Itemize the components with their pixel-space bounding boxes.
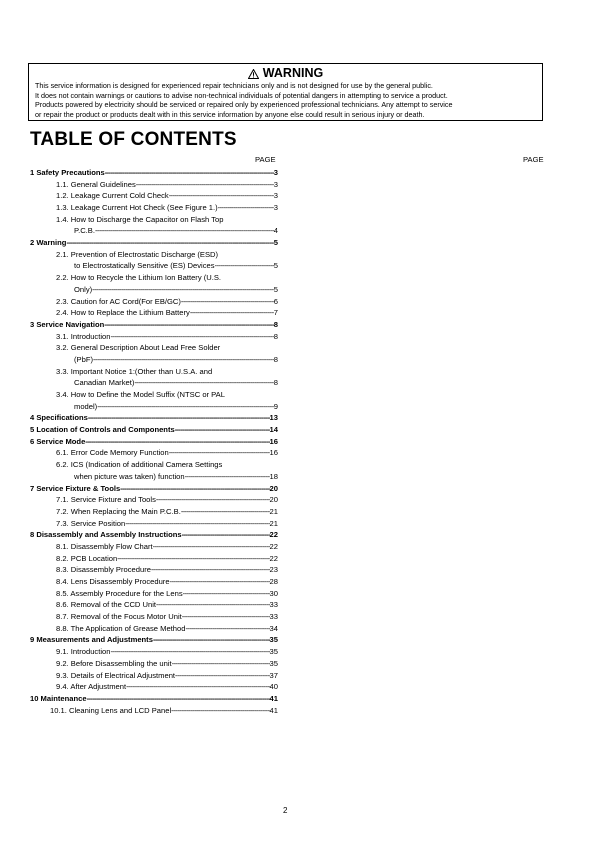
toc-entry-page: 3	[273, 191, 278, 201]
toc-leader	[105, 167, 274, 179]
toc-list	[30, 167, 278, 716]
toc-entry[interactable]	[30, 249, 278, 261]
toc-entry-title: 9.4. After Adjustment	[56, 682, 127, 692]
toc-leader	[153, 541, 270, 553]
toc-entry[interactable]	[30, 658, 278, 670]
toc-leader	[97, 401, 274, 413]
toc-entry-page: 21	[269, 518, 278, 528]
toc-entry[interactable]	[30, 681, 278, 693]
toc-entry-page: 22	[269, 530, 278, 540]
toc-leader	[185, 471, 270, 483]
toc-entry-title: 9.1. Introduction	[56, 647, 111, 657]
toc-leader	[185, 623, 269, 635]
toc-entry[interactable]	[30, 576, 278, 588]
toc-entry[interactable]	[30, 693, 278, 705]
toc-entry-title: 8.1. Disassembly Flow Chart	[56, 541, 153, 551]
toc-entry-page: 5	[273, 284, 278, 294]
toc-leader	[170, 576, 270, 588]
toc-entry[interactable]	[30, 518, 278, 530]
toc-entry-title: model)	[74, 401, 98, 411]
toc-entry-title: 8.2. PCB Location	[56, 553, 118, 563]
toc-entry-title: Canadian Market)	[74, 378, 135, 388]
toc-leader	[151, 564, 270, 576]
toc-entry[interactable]	[30, 366, 278, 378]
warning-heading	[35, 66, 536, 81]
toc-entry-title: 2.2. How to Recycle the Lithium Ion Battery (U.S.	[56, 273, 222, 283]
toc-leader	[218, 202, 274, 214]
warning-title: WARNING	[262, 66, 324, 80]
toc-entry-title: 7.2. When Replacing the Main P.C.B.	[56, 506, 181, 516]
toc-entry-title: 8 Disassembly and Assembly Instructions	[30, 530, 182, 540]
toc-entry[interactable]	[30, 225, 278, 237]
toc-leader	[110, 331, 273, 343]
toc-leader	[95, 225, 274, 237]
toc-entry[interactable]	[30, 705, 278, 717]
toc-entry-page: 34	[269, 623, 278, 633]
toc-entry-page: 8	[273, 378, 278, 388]
toc-entry[interactable]	[30, 319, 278, 331]
toc-entry[interactable]	[30, 412, 278, 424]
toc-entry-title: 10 Maintenance	[30, 693, 87, 703]
warning-line: or repair the product or products dealt with in this service information by anyone else could result in serious injury or death.	[35, 109, 425, 119]
toc-entry-page: 23	[269, 565, 278, 575]
toc-entry-page: 20	[269, 495, 278, 505]
toc-entry-title: 8.3. Disassembly Procedure	[56, 565, 151, 575]
toc-entry-title: 1.2. Leakage Current Cold Check	[56, 191, 169, 201]
toc-entry[interactable]	[30, 354, 278, 366]
toc-entry-page: 16	[269, 448, 278, 458]
toc-entry-page: 22	[269, 553, 278, 563]
toc-leader	[215, 260, 274, 272]
toc-entry-title: 10.1. Cleaning Lens and LCD Panel	[50, 705, 172, 715]
toc-entry-title: 6.2. ICS (Indication of additional Camera Settings	[56, 460, 223, 470]
toc-leader	[182, 611, 270, 623]
toc-leader	[66, 237, 273, 249]
toc-entry-page: 41	[269, 705, 278, 715]
toc-leader	[181, 296, 274, 308]
toc-leader	[117, 553, 269, 565]
toc-entry-page: 28	[269, 577, 278, 587]
toc-entry[interactable]	[30, 167, 278, 179]
toc-entry-title: 9.2. Before Disassembling the unit	[56, 658, 172, 668]
toc-entry-page: 4	[273, 226, 278, 236]
toc-entry[interactable]	[30, 448, 278, 460]
toc-entry-title: 4 Specifications	[30, 413, 88, 423]
toc-entry-page: 13	[269, 413, 278, 423]
toc-entry[interactable]	[30, 564, 278, 576]
toc-entry-page: 21	[269, 506, 278, 516]
toc-entry[interactable]	[30, 272, 278, 284]
toc-entry-page: 8	[273, 354, 278, 364]
toc-entry-page: 18	[269, 471, 278, 481]
toc-entry[interactable]	[30, 623, 278, 635]
toc-leader	[182, 529, 270, 541]
toc-entry[interactable]	[30, 331, 278, 343]
toc-leader	[175, 424, 270, 436]
toc-leader	[183, 588, 270, 600]
page-number: 2	[283, 806, 288, 815]
toc-leader	[153, 634, 270, 646]
toc-entry[interactable]	[30, 506, 278, 518]
toc-entry-title: 1 Safety Precautions	[30, 167, 105, 177]
toc-entry-title: 5 Location of Controls and Components	[30, 425, 175, 435]
toc-entry-page: 3	[273, 203, 278, 213]
toc-leader	[92, 284, 274, 296]
toc-entry[interactable]	[30, 541, 278, 553]
toc-leader	[172, 658, 270, 670]
toc-entry[interactable]	[30, 377, 278, 389]
toc-entry-page: 41	[269, 693, 278, 703]
toc-entry-title: 7.1. Service Fixture and Tools	[56, 495, 156, 505]
warning-box	[28, 63, 543, 121]
toc-entry[interactable]	[30, 483, 278, 495]
toc-entry-page: 9	[273, 401, 278, 411]
toc-entry[interactable]	[30, 494, 278, 506]
toc-entry[interactable]	[30, 424, 278, 436]
warning-line: This service information is designed for experienced repair technicians only and is not designed for use by the general public.	[35, 81, 433, 90]
toc-entry-title: to Electrostatically Sensitive (ES) Devices	[74, 261, 215, 271]
toc-leader	[134, 377, 273, 389]
toc-entry-page: 3	[273, 167, 278, 177]
toc-leader	[93, 354, 274, 366]
toc-entry-page: 33	[269, 600, 278, 610]
toc-leader	[169, 190, 274, 202]
toc-entry[interactable]	[30, 553, 278, 565]
toc-entry[interactable]	[30, 471, 278, 483]
toc-entry-title: 1.1. General Guidelines	[56, 179, 136, 189]
toc-entry[interactable]	[30, 611, 278, 623]
toc-entry[interactable]	[30, 202, 278, 214]
toc-entry[interactable]	[30, 670, 278, 682]
toc-entry-page: 5	[273, 238, 278, 248]
toc-entry-page: 22	[269, 541, 278, 551]
toc-entry[interactable]	[30, 599, 278, 611]
toc-entry-page: 35	[269, 635, 278, 645]
toc-entry[interactable]	[30, 635, 278, 647]
toc-leader	[181, 506, 270, 518]
toc-entry-title: 1.4. How to Discharge the Capacitor on Flash Top	[56, 214, 224, 224]
toc-entry-title: 2.1. Prevention of Electrostatic Discharge (ESD)	[56, 249, 219, 259]
warning-text	[35, 81, 536, 119]
toc-entry-title: 8.5. Assembly Procedure for the Lens	[56, 588, 183, 598]
toc-entry[interactable]	[30, 237, 278, 249]
toc-entry-title: P.C.B.	[74, 226, 95, 236]
toc-leader	[156, 599, 270, 611]
toc-entry-page: 37	[269, 670, 278, 680]
toc-entry[interactable]	[30, 179, 278, 191]
toc-entry-title: 7.3. Service Position	[56, 518, 126, 528]
toc-title: TABLE OF CONTENTS	[30, 129, 237, 150]
toc-leader	[156, 494, 270, 506]
toc-entry-page: 6	[273, 296, 278, 306]
toc-entry-page: 16	[269, 436, 278, 446]
toc-entry-page: 14	[269, 425, 278, 435]
toc-entry-page: 35	[269, 647, 278, 657]
toc-entry[interactable]	[30, 588, 278, 600]
toc-entry-title: 9.3. Details of Electrical Adjustment	[56, 670, 176, 680]
toc-entry-title: 1.3. Leakage Current Hot Check (See Figure 1.)	[56, 203, 218, 213]
toc-entry[interactable]	[30, 284, 278, 296]
toc-leader	[85, 436, 269, 448]
toc-entry[interactable]	[30, 529, 278, 541]
page-column-header-right: PAGE	[523, 155, 544, 164]
toc-leader	[136, 179, 274, 191]
toc-entry[interactable]	[30, 296, 278, 308]
toc-leader	[125, 518, 269, 530]
toc-entry-title: 3.3. Important Notice 1:(Other than U.S.A. and	[56, 366, 213, 376]
toc-entry-title: Only)	[74, 284, 93, 294]
toc-entry-title: when picture was taken) function	[74, 471, 185, 481]
toc-entry[interactable]	[30, 307, 278, 319]
toc-entry-title: (PbF)	[74, 354, 93, 364]
toc-entry-title: 3.2. General Description About Lead Free Solder	[56, 343, 221, 353]
toc-entry-title: 3 Service Navigation	[30, 319, 105, 329]
toc-entry-page: 30	[269, 588, 278, 598]
toc-entry-title: 9 Measurements and Adjustments	[30, 635, 153, 645]
toc-entry-title: 6.1. Error Code Memory Function	[56, 448, 169, 458]
toc-leader	[126, 681, 269, 693]
toc-entry-page: 5	[273, 261, 278, 271]
toc-entry[interactable]	[30, 389, 278, 401]
toc-entry-page: 20	[269, 483, 278, 493]
toc-entry-title: 6 Service Mode	[30, 436, 86, 446]
warning-line: Products powered by electricity should be serviced or repaired only by experienced professional technicians. Any attempt to service	[35, 100, 453, 110]
toc-entry-title: 8.4. Lens Disassembly Procedure	[56, 577, 170, 587]
toc-entry[interactable]	[30, 261, 278, 273]
toc-entry[interactable]	[30, 401, 278, 413]
toc-entry[interactable]	[30, 342, 278, 354]
toc-entry[interactable]	[30, 436, 278, 448]
toc-leader	[120, 483, 269, 495]
toc-entry-title: 8.6. Removal of the CCD Unit	[56, 600, 157, 610]
toc-leader	[171, 705, 269, 717]
toc-entry-page: 40	[269, 682, 278, 692]
toc-entry-title: 8.8. The Application of Grease Method	[56, 623, 186, 633]
toc-leader	[175, 670, 270, 682]
toc-entry-page: 7	[273, 308, 278, 318]
toc-leader	[190, 307, 274, 319]
toc-leader	[87, 693, 270, 705]
toc-entry[interactable]	[30, 190, 278, 202]
toc-entry-title: 2.3. Caution for AC Cord(For EB/GC)	[56, 296, 181, 306]
toc-leader	[169, 447, 270, 459]
toc-entry-title: 7 Service Fixture & Tools	[30, 483, 121, 493]
warning-line: It does not contain warnings or cautions to advise non-technical individuals of potential dangers in attempting to service a product.	[35, 90, 448, 100]
toc-entry[interactable]	[30, 214, 278, 226]
toc-entry[interactable]	[30, 646, 278, 658]
toc-entry-page: 33	[269, 612, 278, 622]
toc-entry-page: 8	[273, 331, 278, 341]
toc-entry-title: 2.4. How to Replace the Lithium Battery	[56, 308, 190, 318]
toc-entry-title: 8.7. Removal of the Focus Motor Unit	[56, 612, 182, 622]
page-column-header-left: PAGE	[255, 155, 276, 164]
toc-leader	[88, 412, 270, 424]
toc-leader	[110, 646, 269, 658]
toc-entry-page: 8	[273, 319, 278, 329]
toc-entry-title: 3.4. How to Define the Model Suffix (NTSC or PAL	[56, 390, 225, 400]
warning-triangle-icon	[248, 69, 259, 79]
toc-entry-page: 3	[273, 179, 278, 189]
toc-entry-title: 2 Warning	[30, 238, 67, 248]
toc-entry-page: 35	[269, 658, 278, 668]
toc-leader	[104, 319, 273, 331]
toc-entry-title: 3.1. Introduction	[56, 331, 111, 341]
toc-entry[interactable]	[30, 459, 278, 471]
